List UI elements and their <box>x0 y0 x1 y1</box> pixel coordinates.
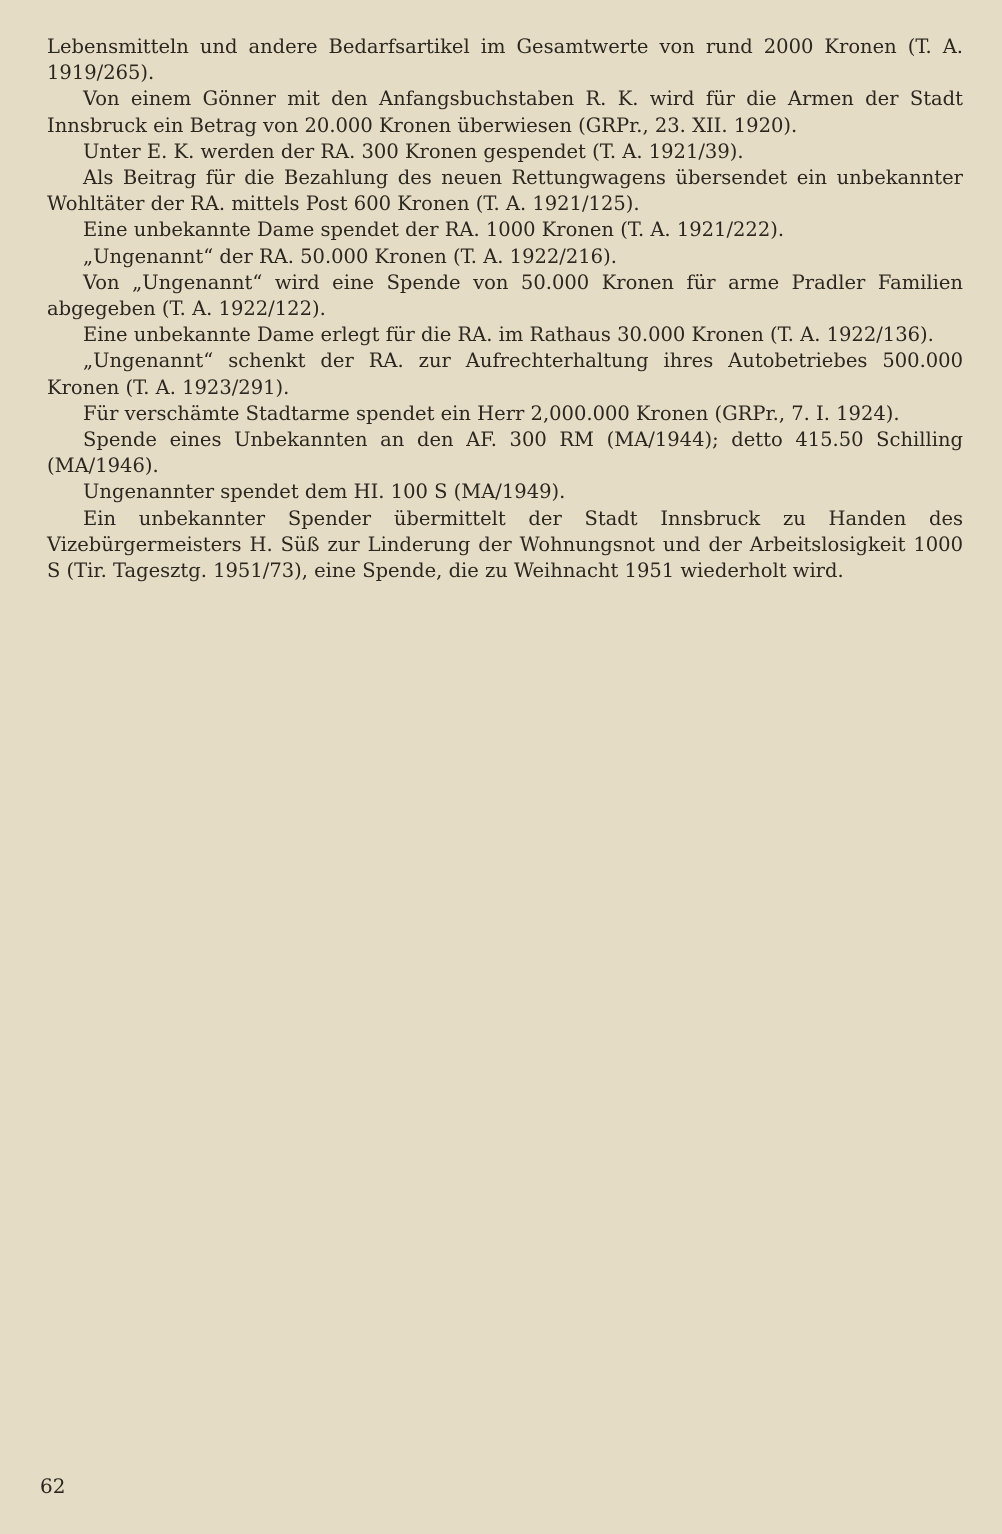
paragraph: Von „Ungenannt“ wird eine Spende von 50.000 Kronen für arme Pradler Familien abgegeben (T. A. 1922/122). <box>47 270 963 321</box>
paragraph: Eine unbekannte Dame spendet der RA. 1000 Kronen (T. A. 1921/222). <box>83 218 785 242</box>
paragraph: Spende eines Unbekannten an den AF. 300 RM (MA/1944); detto 415.50 Schilling (MA/1946). <box>47 428 963 478</box>
paragraph: „Ungenannt“ der RA. 50.000 Kronen (T. A. 1922/216). <box>83 244 617 268</box>
paragraph: Als Beitrag für die Bezahlung des neuen Rettungwagens übersendet ein unbekannter Wohltäter der RA. mittels Post 600 Kronen (T. A. 1921/125). <box>47 166 963 216</box>
paragraph: Unter E. K. werden der RA. 300 Kronen gespendet (T. A. 1921/39). <box>83 139 744 163</box>
paragraph: Von einem Gönner mit den Anfangsbuchstaben R. K. wird für die Armen der Stadt Innsbruck ein Betrag von 20.000 Kronen überwiesen (GRPr., 23. XII. 1920). <box>47 87 963 137</box>
paragraph: Ungenannter spendet dem HI. 100 S (MA/1949). <box>83 480 566 504</box>
page-number: 62 <box>40 1474 66 1498</box>
body-text <box>47 34 963 584</box>
paragraph: „Ungenannt“ schenkt der RA. zur Aufrechterhaltung ihres Autobetriebes 500.000 Kronen (T. A. 1923/291). <box>47 349 963 399</box>
paragraph: Lebensmitteln und andere Bedarfsartikel im Gesamtwerte von rund 2000 Kronen (T. A. 1919/265). <box>47 35 963 85</box>
paragraph: Ein unbekannter Spender übermittelt der Stadt Innsbruck zu Handen des Vizebürgermeisters H. Süß zur Linderung der Wohnungsnot und der Arbeitslosigkeit 1000 S (Tir. Tagesztg. 1951/73), eine Spende, die zu Weihnacht 1951 wiederholt wird. <box>47 506 963 583</box>
paragraph: Eine unbekannte Dame erlegt für die RA. im Rathaus 30.000 Kronen (T. A. 1922/136). <box>83 323 934 347</box>
paragraph: Für verschämte Stadtarme spendet ein Herr 2,000.000 Kronen (GRPr., 7. I. 1924). <box>83 401 900 425</box>
